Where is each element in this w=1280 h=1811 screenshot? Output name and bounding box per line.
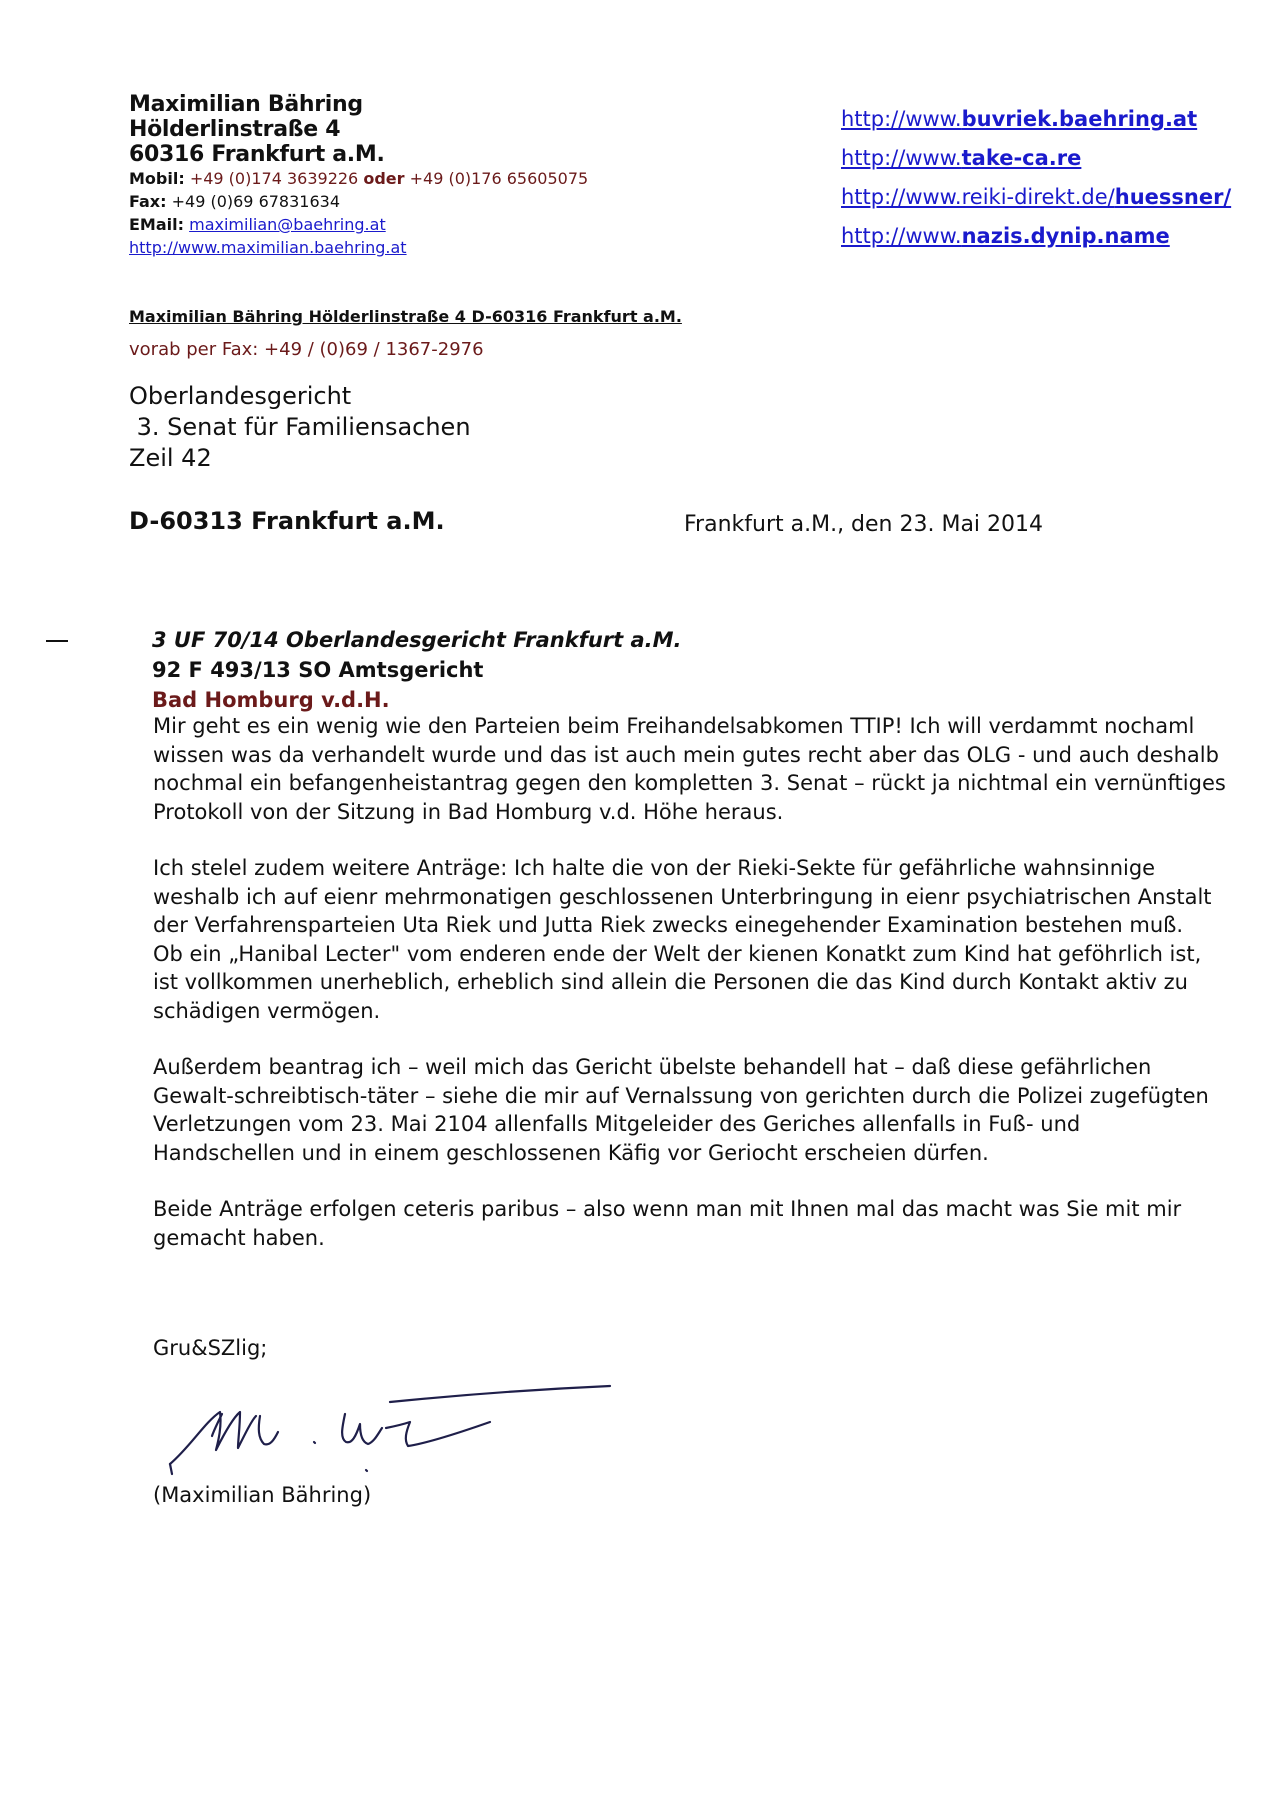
mobil-1: +49 (0)174 3639226 [189,169,359,188]
email-label: EMail: [129,215,185,234]
date-line: Frankfurt a.M., den 23. Mai 2014 [684,512,1044,537]
return-address: Maximilian Bähring Hölderlinstraße 4 D-60316 Frankfurt a.M. [129,307,682,326]
paragraph-line: schädigen vermögen. [153,998,381,1023]
link-buvriek-main: buvriek.baehring.at [961,107,1198,131]
handwritten-signature [160,1372,620,1482]
recipient-line-2: 3. Senat für Familiensachen [129,413,471,441]
recipient-line-3: Zeil 42 [129,444,212,472]
signature-name: (Maximilian Bähring) [153,1483,372,1507]
recipient-city: D-60313 Frankfurt a.M. [129,507,445,535]
link-take-care-prefix: http://www. [841,146,962,170]
paragraph-line: Gewalt-schreibtisch-täter – siehe die mir auf Vernalssung von gerichten durch die Polizei zugefügten [153,1083,1209,1108]
reference-block [152,625,682,715]
reference-line-1: 3 UF 70/14 Oberlandesgericht Frankfurt a.M. [152,628,682,652]
mobil-label: Mobil: [129,169,185,188]
sender-email-line [129,213,588,236]
paragraph-line: Verletzungen vom 23. Mai 2104 allenfalls Mitgeleider des Geriches allenfalls in Fuß- und [153,1112,1081,1136]
fax-label: Fax: [129,192,167,211]
letter-body [153,712,1226,1280]
paragraph-line: Beide Anträge erfolgen ceteris paribus – also wenn man mit Ihnen mal das macht was Sie mit mir [153,1197,1182,1221]
fax-advance-line: vorab per Fax: +49 / (0)69 / 1367-2976 [129,339,484,360]
paragraph-1 [153,712,1226,826]
paragraph-2 [153,854,1212,1025]
recipient-line-1: Oberlandesgericht [129,382,352,410]
link-take-care-main: take-ca.re [961,146,1082,170]
fold-mark [46,640,68,642]
link-reiki-direkt[interactable] [841,178,1231,217]
link-take-care[interactable] [841,139,1231,178]
link-nazis-prefix: http://www. [841,224,962,248]
email-link[interactable]: maximilian@baehring.at [189,215,386,234]
link-reiki-main: huessner/ [1114,185,1232,209]
sender-fax-line [129,190,588,213]
fax-number: +49 (0)69 67831634 [171,192,341,211]
sender-name: Maximilian Bähring [129,92,363,117]
sender-city: 60316 Frankfurt a.M. [129,142,385,167]
link-buvriek-prefix: http://www. [841,107,962,131]
paragraph-line: ist vollkommen unerheblich, erheblich sind allein die Personen die das Kind durch Kontakt aktiv zu [153,970,1188,994]
sender-street: Hölderlinstraße 4 [129,117,341,142]
reference-line-2-a: 92 F 493/13 SO Amtsgericht [152,658,491,682]
paragraph-4 [153,1195,1203,1252]
sender-website-line [129,236,588,259]
paragraph-line: der Verfahrensparteien Uta Riek und Jutta Riek zwecks einegehender Examination bestehen muß. [153,913,1184,937]
website-link[interactable]: http://www.maximilian.baehring.at [129,238,407,257]
link-buvriek[interactable] [841,100,1231,139]
link-nazis-dynip[interactable] [841,217,1231,256]
paragraph-3 [153,1053,1209,1167]
paragraph-line: gemacht haben. [153,1225,325,1250]
paragraph-line: Ob ein „Hanibal Lecter" vom enderen ende der Welt der kienen Konatkt zum Kind hat geföhrlich ist, [153,941,1202,966]
paragraph-line: nochmal ein befangenheistantrag gegen den kompletten 3. Senat – rückt ja nichtmal ein vernünftiges [153,771,1226,795]
paragraph-line: Protokoll von der Sitzung in Bad Homburg v.d. Höhe heraus. [153,799,784,824]
reference-line-2-b: Bad Homburg v.d.H. [152,688,390,712]
mobil-2: +49 (0)176 65605075 [409,169,589,188]
paragraph-line: Ich stelel zudem weitere Anträge: Ich halte die von der Rieki-Sekte für gefährliche wahnsinnige [153,856,1156,880]
greeting: Gru&SZlig; [153,1336,268,1360]
paragraph-line: Handschellen und in einem geschlossenen Käfig vor Geriocht erscheien dürfen. [153,1140,989,1165]
paragraph-line: wissen was da verhandelt wurde und das ist auch mein gutes recht aber das OLG - und auch deshalb [153,742,1219,767]
oder-text: oder [363,169,405,188]
links-block [841,100,1231,256]
reference-line-2 [152,655,682,715]
recipient-block [129,381,471,474]
sender-block [129,92,588,259]
paragraph-line: Außerdem beantrag ich – weil mich das Gericht übelste behandell hat – daß diese gefährlichen [153,1055,1152,1079]
link-reiki-prefix: http://www.reiki-direkt.de/ [841,185,1115,209]
sender-mobile-line [129,167,588,190]
paragraph-line: weshalb ich auf eienr mehrmonatigen geschlossenen Unterbringung in eienr psychiatrischen Anstalt [153,884,1212,909]
link-nazis-main: nazis.dynip.name [961,224,1170,248]
paragraph-line: Mir geht es ein wenig wie den Parteien beim Freihandelsabkomen TTIP! Ich will verdammt nochaml [153,714,1195,738]
